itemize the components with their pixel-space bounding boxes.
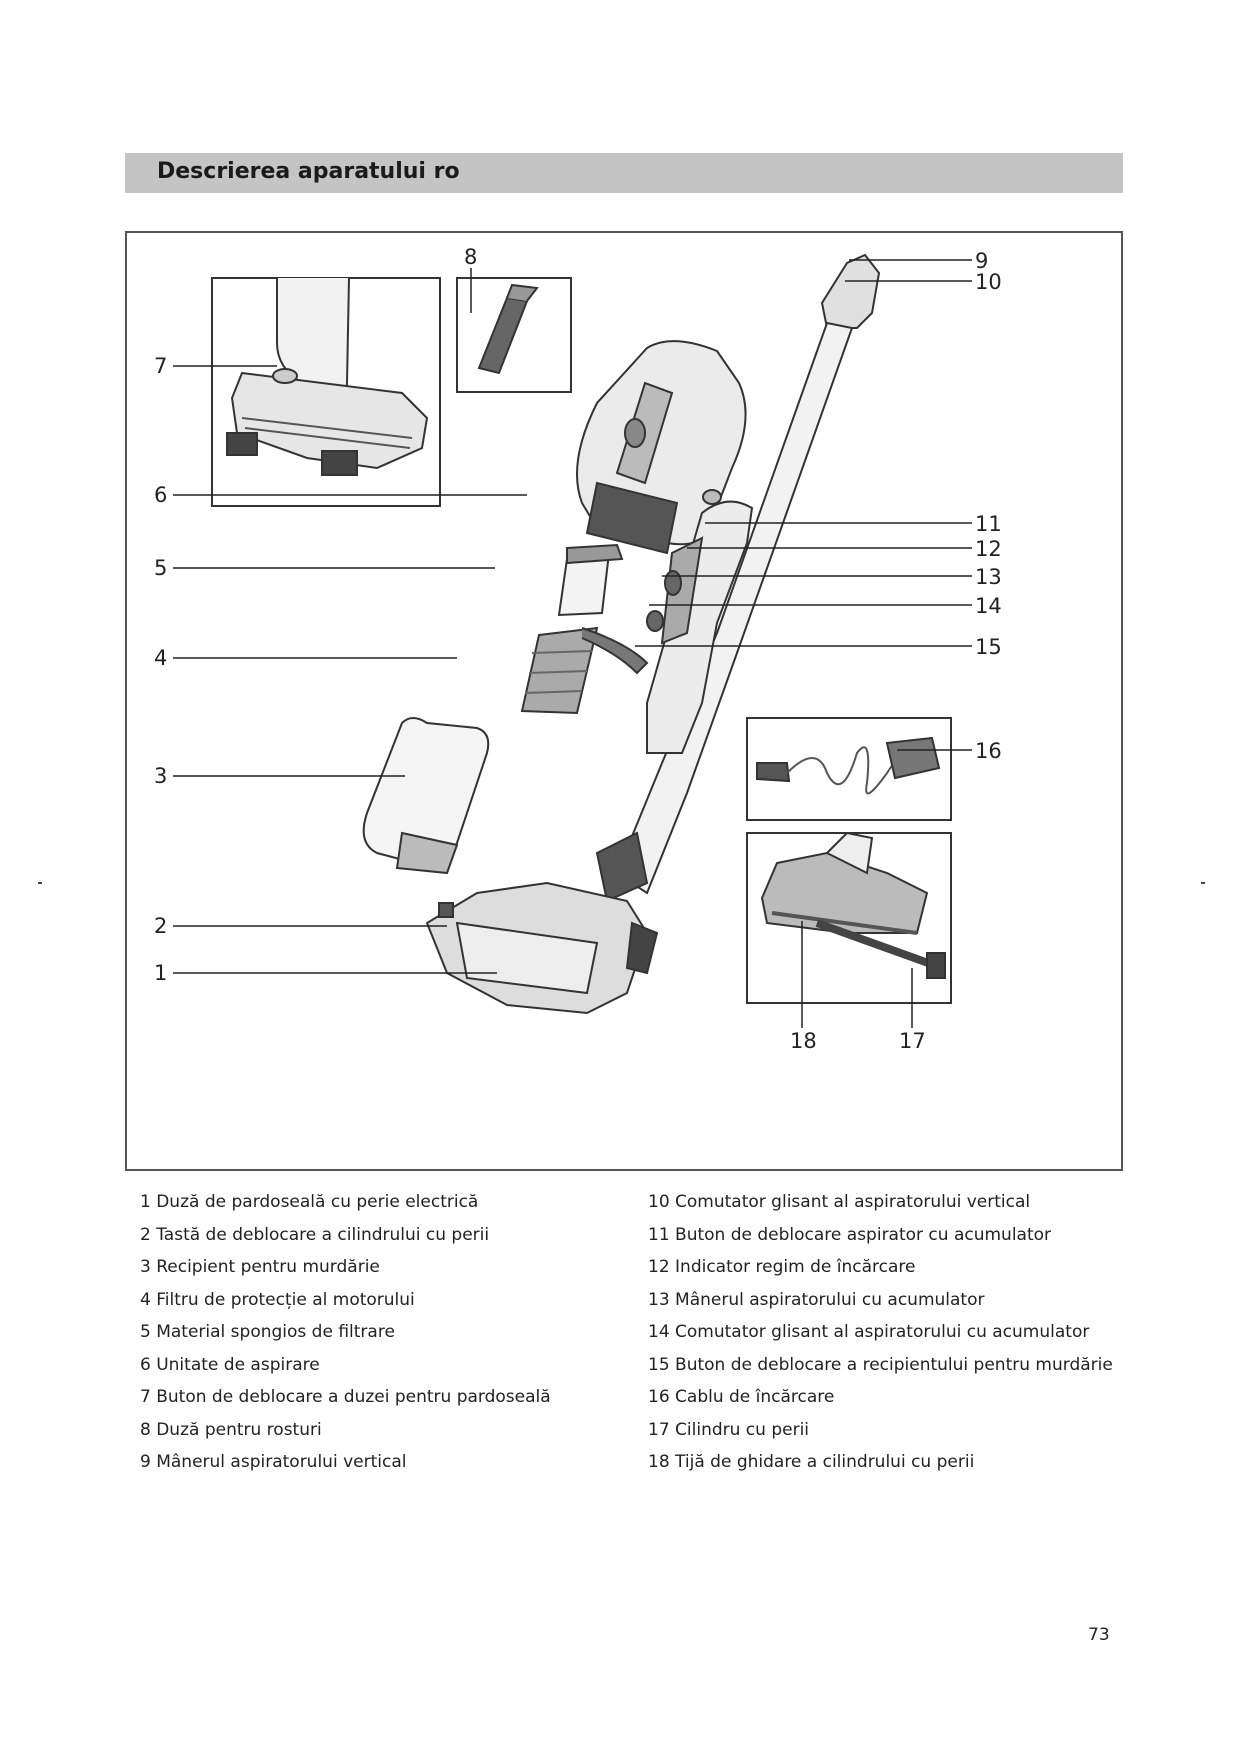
legend-item: 15 Buton de deblocare a recipientului pentru murdărie (648, 1354, 1113, 1375)
callout-2: 2 (154, 914, 168, 938)
callout-15: 15 (975, 635, 1002, 659)
callout-10: 10 (975, 270, 1002, 294)
legend-item: 1 Duză de pardoseală cu perie electrică (140, 1192, 479, 1212)
device-diagram (125, 231, 1123, 1171)
crop-mark-left (38, 882, 42, 884)
section-title: Descrierea aparatului ro (157, 159, 460, 184)
callout-4: 4 (154, 646, 168, 670)
section-header-bar (125, 153, 1123, 193)
legend-item: 3 Recipient pentru murdărie (140, 1257, 380, 1277)
legend-item: 17 Cilindru cu perii (648, 1419, 810, 1440)
callout-16: 16 (975, 739, 1002, 763)
legend-item: 14 Comutator glisant al aspiratorului cu acumulator (648, 1322, 1090, 1342)
callout-13: 13 (975, 565, 1002, 589)
callout-1: 1 (154, 961, 168, 985)
legend-item: 16 Cablu de încărcare (648, 1387, 835, 1407)
legend-item: 13 Mânerul aspiratorului cu acumulator (648, 1289, 985, 1310)
callout-7: 7 (154, 354, 168, 378)
device-illustration (127, 233, 1125, 1173)
callout-6: 6 (154, 483, 168, 507)
legend-left-column (140, 1186, 551, 1479)
callout-14: 14 (975, 594, 1002, 618)
legend-item: 7 Buton de deblocare a duzei pentru pardoseală (140, 1387, 551, 1407)
callout-17: 17 (899, 1029, 926, 1053)
legend-item: 18 Tijă de ghidare a cilindrului cu perii (648, 1452, 975, 1472)
legend-item: 12 Indicator regim de încărcare (648, 1257, 916, 1277)
legend-item: 9 Mânerul aspiratorului vertical (140, 1452, 407, 1472)
page-number: 73 (1088, 1625, 1110, 1645)
legend-item: 5 Material spongios de filtrare (140, 1322, 395, 1342)
callout-12: 12 (975, 537, 1002, 561)
callout-9: 9 (975, 249, 989, 273)
legend-item: 11 Buton de deblocare aspirator cu acumulator (648, 1224, 1052, 1245)
legend-item: 10 Comutator glisant al aspiratorului vertical (648, 1192, 1031, 1212)
callout-11: 11 (975, 512, 1002, 536)
crop-mark-right (1201, 882, 1205, 884)
legend-item: 6 Unitate de aspirare (140, 1354, 320, 1375)
callout-5: 5 (154, 556, 168, 580)
legend-item: 4 Filtru de protecție al motorului (140, 1289, 415, 1310)
legend-item: 8 Duză pentru rosturi (140, 1419, 322, 1440)
callout-3: 3 (154, 764, 168, 788)
callout-8: 8 (464, 245, 478, 269)
legend-item: 2 Tastă de deblocare a cilindrului cu perii (140, 1224, 490, 1245)
legend-right-column (648, 1186, 1113, 1479)
callout-18: 18 (790, 1029, 817, 1053)
